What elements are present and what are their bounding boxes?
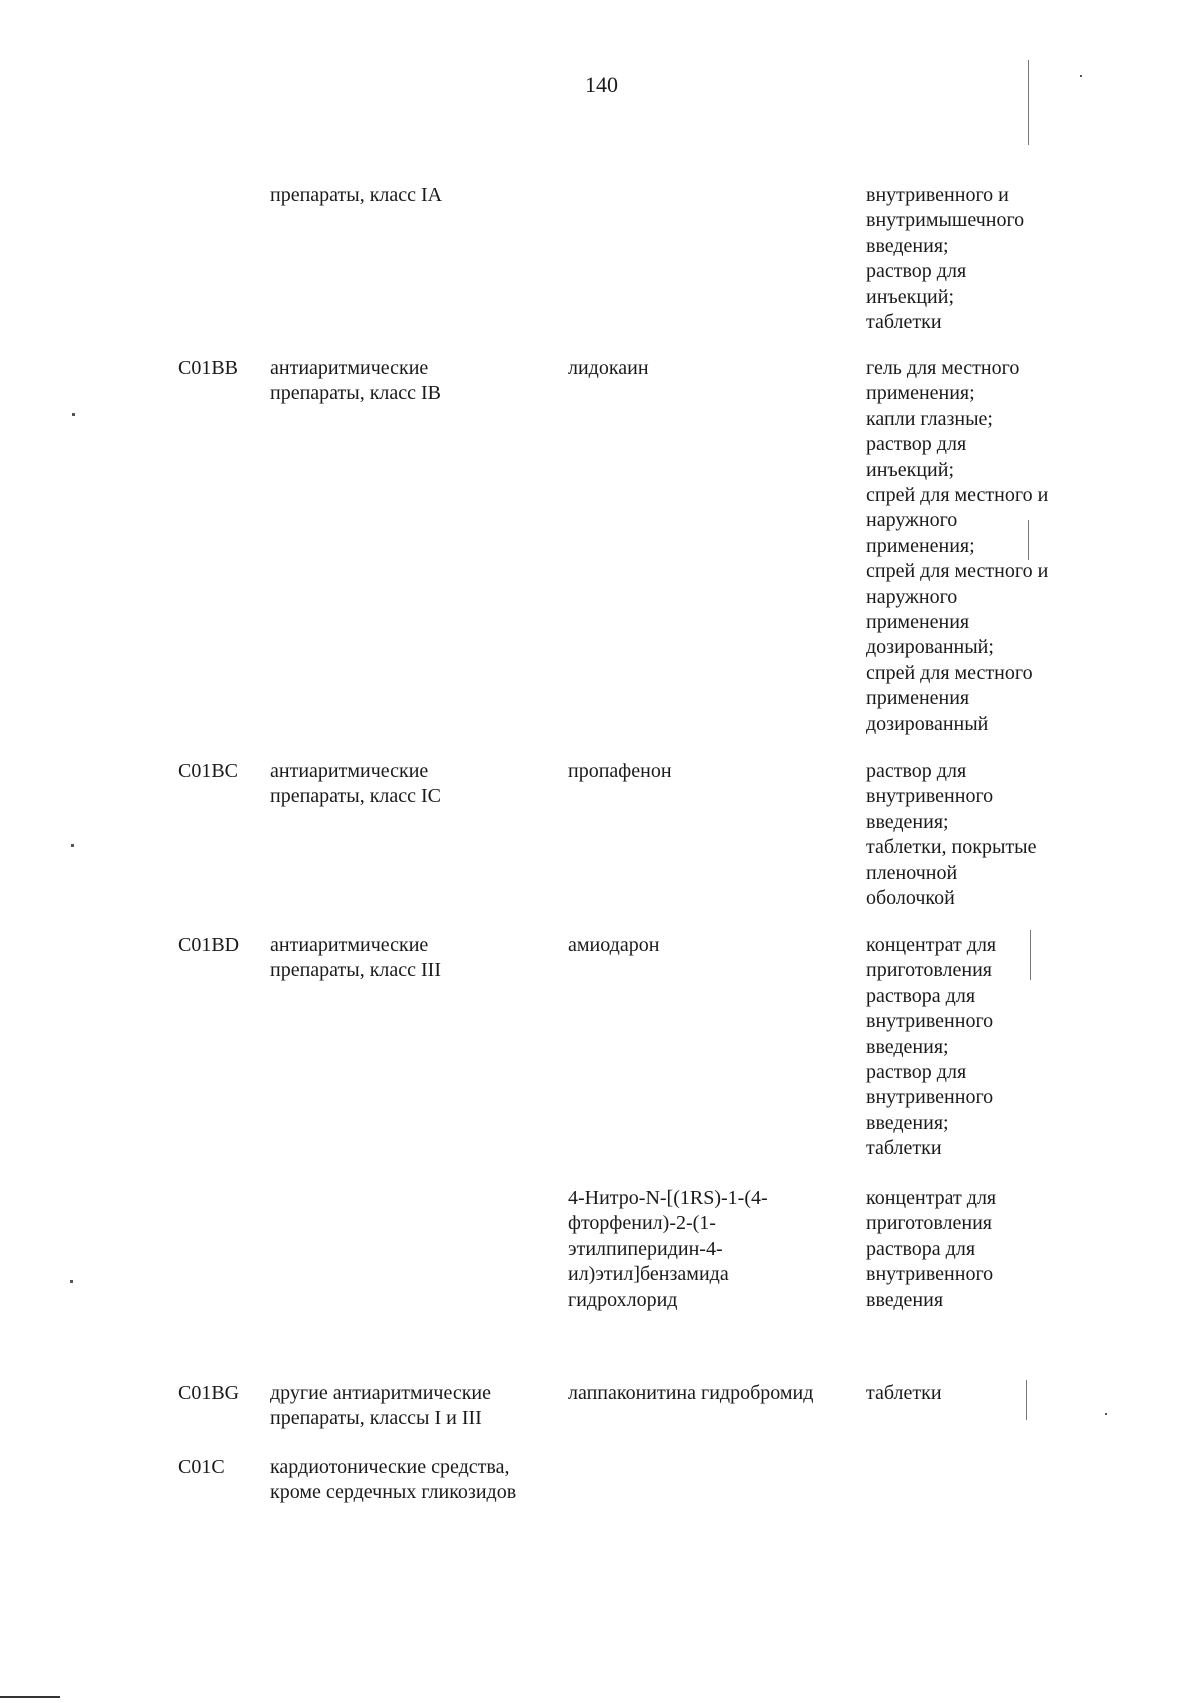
anatomical-therapeutic-group: антиаритмические препараты, класс IC	[270, 760, 442, 808]
scan-speck	[1080, 75, 1082, 77]
drug-name: пропафенон	[568, 760, 672, 782]
scan-speck	[71, 844, 74, 847]
atc-code: C01BD	[178, 934, 240, 956]
atc-code: C01BC	[178, 760, 239, 782]
atc-code: C01BB	[178, 357, 239, 379]
anatomical-therapeutic-group: другие антиаритмические препараты, классы I и III	[270, 1382, 492, 1430]
dosage-forms: раствор для внутривенного введения; таблетки, покрытые пленочной оболочкой	[866, 760, 1037, 910]
scan-speck	[1105, 1413, 1107, 1415]
scan-artifact-line	[1030, 930, 1031, 980]
scan-artifact-line	[1026, 1380, 1027, 1420]
dosage-forms: внутривенного и внутримышечного введения; раствор для инъекций; таблетки	[866, 184, 1025, 334]
anatomical-therapeutic-group: препараты, класс IA	[270, 184, 443, 206]
page-number: 140	[585, 72, 618, 97]
dosage-forms: концентрат для приготовления раствора для внутривенного введения; раствор для внутривенного введения; таблетки	[866, 934, 997, 1160]
footer-rule	[0, 1696, 60, 1698]
anatomical-therapeutic-group: кардиотонические средства, кроме сердечных гликозидов	[270, 1456, 517, 1504]
scan-speck	[72, 413, 75, 416]
drug-name: лаппаконитина гидробромид	[568, 1382, 814, 1404]
dosage-forms: таблетки	[866, 1382, 942, 1404]
dosage-forms: концентрат для приготовления раствора для внутривенного введения	[866, 1187, 997, 1311]
anatomical-therapeutic-group: антиаритмические препараты, класс IB	[270, 357, 442, 405]
atc-code: C01C	[178, 1456, 225, 1478]
scan-artifact-line	[1028, 520, 1029, 560]
drug-name: 4-Нитро-N-[(1RS)-1-(4- фторфенил)-2-(1- этилпиперидин-4- ил)этил]бензамида гидрохлорид	[568, 1187, 768, 1311]
drug-name: лидокаин	[568, 357, 649, 379]
scan-speck	[70, 1280, 73, 1283]
scan-artifact-line	[1028, 60, 1029, 145]
anatomical-therapeutic-group: антиаритмические препараты, класс III	[270, 934, 442, 982]
atc-code: C01BG	[178, 1382, 240, 1404]
dosage-forms: гель для местного применения; капли глазные; раствор для инъекций; спрей для местного и наружного применения; спрей для местного и наружного применения дозированный; спрей для местного применения дозированный	[866, 357, 1049, 735]
drug-name: амиодарон	[568, 934, 660, 956]
